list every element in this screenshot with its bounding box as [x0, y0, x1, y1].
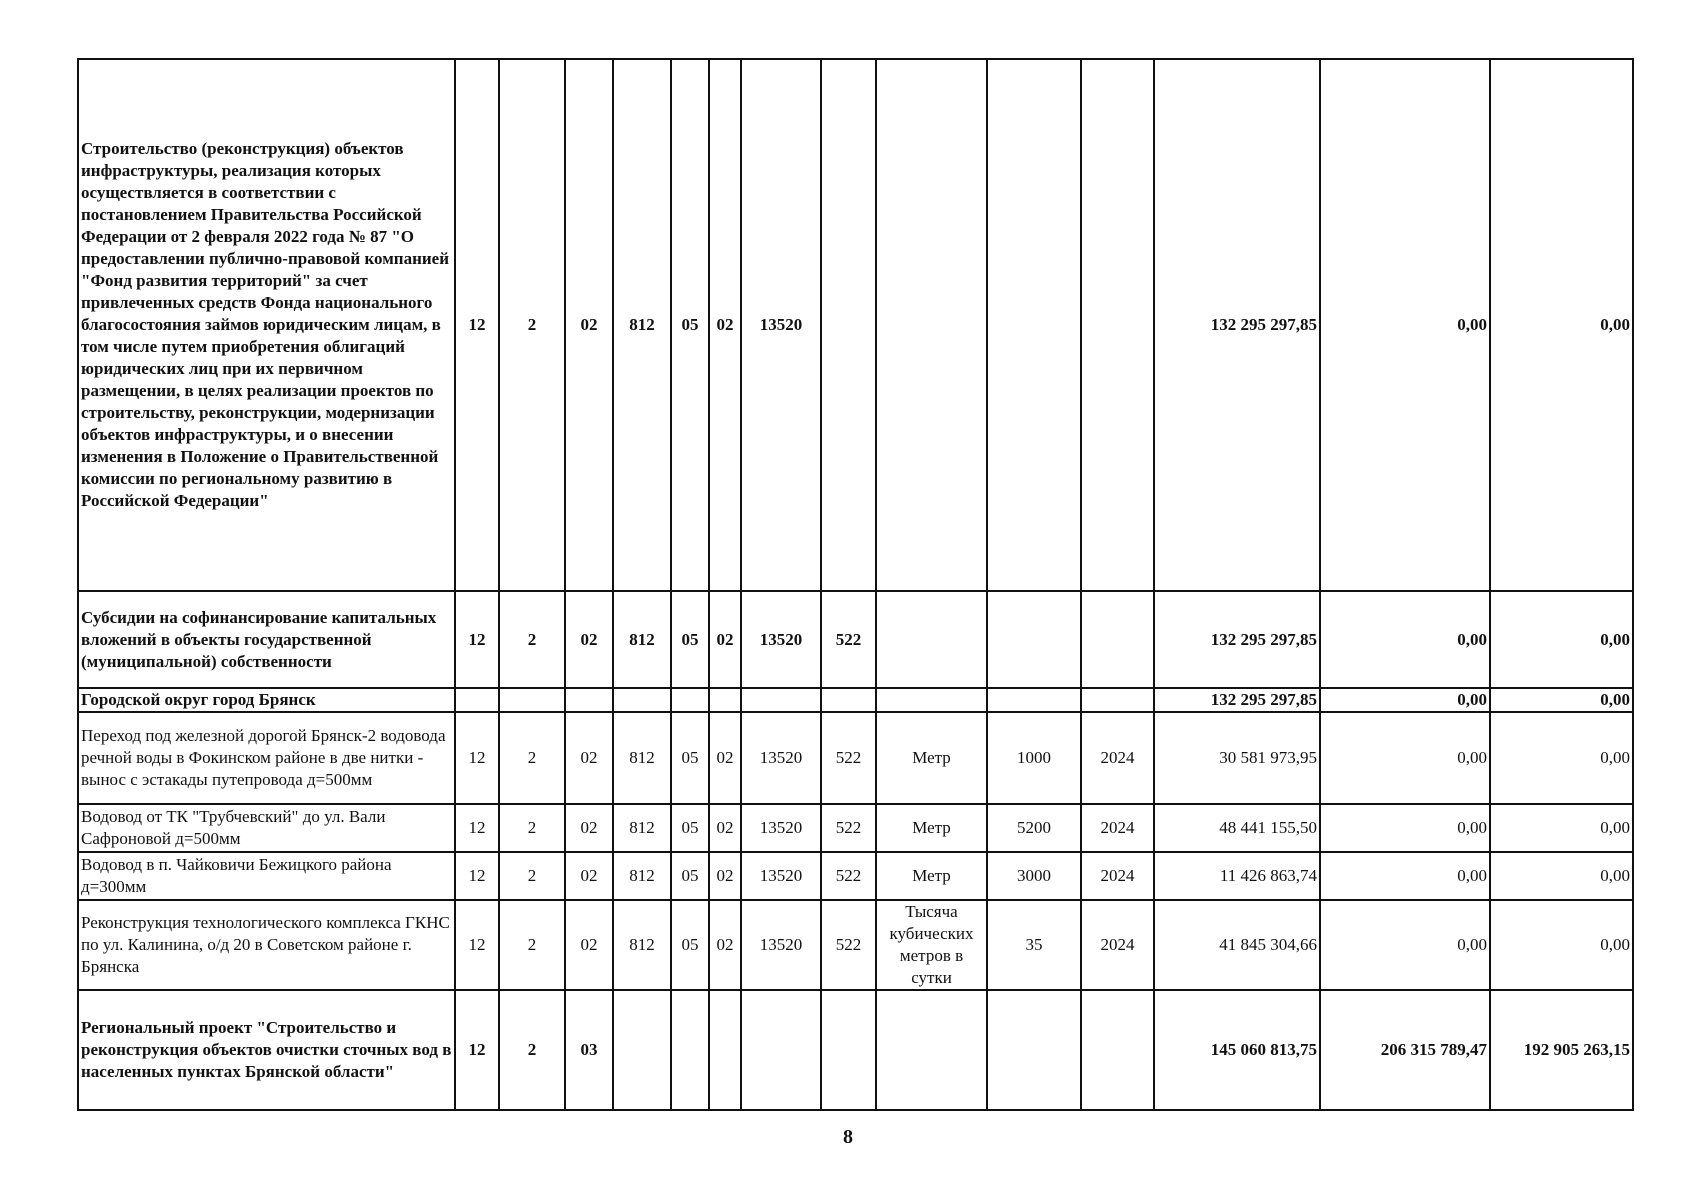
- amount-cell: 41 845 304,66: [1154, 900, 1320, 990]
- code-cell: 02: [565, 852, 613, 900]
- code-cell: 05: [671, 852, 709, 900]
- code-cell: [455, 688, 499, 712]
- amount-cell: 0,00: [1490, 59, 1633, 591]
- amount-cell: 0,00: [1320, 712, 1490, 804]
- code-cell: 05: [671, 900, 709, 990]
- page-number: 8: [843, 1126, 853, 1148]
- code-cell: 13520: [741, 59, 821, 591]
- code-cell: 812: [613, 900, 671, 990]
- code-cell: 02: [709, 59, 741, 591]
- code-cell: [709, 990, 741, 1110]
- code-cell: 522: [821, 900, 876, 990]
- unit-cell: Метр: [876, 852, 987, 900]
- code-cell: 12: [455, 852, 499, 900]
- table-row: [78, 688, 1633, 712]
- code-cell: 812: [613, 59, 671, 591]
- code-cell: 522: [821, 591, 876, 688]
- code-cell: 02: [565, 591, 613, 688]
- code-cell: 2: [499, 852, 565, 900]
- code-cell: 05: [671, 59, 709, 591]
- amount-cell: 0,00: [1320, 688, 1490, 712]
- amount-cell: 11 426 863,74: [1154, 852, 1320, 900]
- code-cell: 12: [455, 59, 499, 591]
- quantity-cell: [987, 990, 1081, 1110]
- row-name: Региональный проект "Строительство и реконструкция объектов очистки сточных вод в населенных пунктах Брянской области": [78, 990, 455, 1110]
- quantity-cell: 1000: [987, 712, 1081, 804]
- amount-cell: 0,00: [1320, 900, 1490, 990]
- quantity-cell: 35: [987, 900, 1081, 990]
- unit-cell: Метр: [876, 712, 987, 804]
- code-cell: [741, 990, 821, 1110]
- code-cell: 03: [565, 990, 613, 1110]
- code-cell: 2: [499, 591, 565, 688]
- quantity-cell: [987, 591, 1081, 688]
- unit-cell: [876, 591, 987, 688]
- amount-cell: 206 315 789,47: [1320, 990, 1490, 1110]
- table-row: [78, 712, 1633, 804]
- unit-cell: [876, 59, 987, 591]
- code-cell: [741, 688, 821, 712]
- year-cell: [1081, 59, 1154, 591]
- table-row: [78, 852, 1633, 900]
- year-cell: [1081, 990, 1154, 1110]
- code-cell: 02: [565, 900, 613, 990]
- table-row: [78, 59, 1633, 591]
- code-cell: [821, 688, 876, 712]
- code-cell: 522: [821, 712, 876, 804]
- year-cell: 2024: [1081, 852, 1154, 900]
- code-cell: 812: [613, 852, 671, 900]
- code-cell: [499, 688, 565, 712]
- year-cell: 2024: [1081, 900, 1154, 990]
- unit-cell: [876, 688, 987, 712]
- code-cell: 02: [565, 804, 613, 852]
- amount-cell: 192 905 263,15: [1490, 990, 1633, 1110]
- table-row: [78, 990, 1633, 1110]
- amount-cell: 0,00: [1490, 852, 1633, 900]
- code-cell: 05: [671, 591, 709, 688]
- amount-cell: 0,00: [1490, 712, 1633, 804]
- code-cell: 522: [821, 804, 876, 852]
- code-cell: [671, 990, 709, 1110]
- year-cell: [1081, 688, 1154, 712]
- amount-cell: 145 060 813,75: [1154, 990, 1320, 1110]
- quantity-cell: 3000: [987, 852, 1081, 900]
- code-cell: 05: [671, 712, 709, 804]
- row-name: Реконструкция технологического комплекса ГКНС по ул. Калинина, о/д 20 в Советском районе г. Брянска: [78, 900, 455, 990]
- row-name: Переход под железной дорогой Брянск-2 водовода речной воды в Фокинском районе в две нитки - вынос с эстакады путепровода д=500мм: [78, 712, 455, 804]
- unit-cell: [876, 990, 987, 1110]
- amount-cell: 0,00: [1320, 591, 1490, 688]
- table-row: [78, 591, 1633, 688]
- code-cell: 2: [499, 900, 565, 990]
- document-sheet: [77, 58, 1632, 1111]
- code-cell: [821, 990, 876, 1110]
- amount-cell: 48 441 155,50: [1154, 804, 1320, 852]
- code-cell: 13520: [741, 852, 821, 900]
- code-cell: [709, 688, 741, 712]
- table-row: [78, 804, 1633, 852]
- table-row: [78, 900, 1633, 990]
- code-cell: 13520: [741, 712, 821, 804]
- amount-cell: 0,00: [1490, 591, 1633, 688]
- code-cell: 02: [709, 852, 741, 900]
- amount-cell: 0,00: [1320, 59, 1490, 591]
- code-cell: 02: [709, 712, 741, 804]
- row-name: Городской округ город Брянск: [78, 688, 455, 712]
- quantity-cell: 5200: [987, 804, 1081, 852]
- code-cell: 13520: [741, 900, 821, 990]
- code-cell: 12: [455, 712, 499, 804]
- code-cell: 13520: [741, 591, 821, 688]
- row-name: Строительство (реконструкция) объектов инфраструктуры, реализация которых осуществляется в соответствии с постановлением Правительства Российской Федерации от 2 февраля 2022 года № 87 "О предоставлении публично-правовой компанией "Фонд развития территорий" за счет привлеченных средств Фонда национального благосостояния займов юридическим лицам, в том числе путем приобретения облигаций юридических лиц при их первичном размещении, в целях реализации проектов по строительству, реконструкции, модернизации объектов инфраструктуры, и о внесении изменения в Положение о Правительственной комиссии по региональному развитию в Российской Федерации": [78, 59, 455, 591]
- code-cell: 12: [455, 591, 499, 688]
- unit-cell: Тысяча кубических метров в сутки: [876, 900, 987, 990]
- code-cell: 812: [613, 591, 671, 688]
- year-cell: 2024: [1081, 712, 1154, 804]
- code-cell: 12: [455, 900, 499, 990]
- quantity-cell: [987, 59, 1081, 591]
- code-cell: 02: [565, 59, 613, 591]
- code-cell: 12: [455, 990, 499, 1110]
- code-cell: 2: [499, 712, 565, 804]
- row-name: Водовод в п. Чайковичи Бежицкого района д=300мм: [78, 852, 455, 900]
- amount-cell: 0,00: [1490, 688, 1633, 712]
- year-cell: [1081, 591, 1154, 688]
- unit-cell: Метр: [876, 804, 987, 852]
- code-cell: [613, 688, 671, 712]
- code-cell: 05: [671, 804, 709, 852]
- code-cell: 522: [821, 852, 876, 900]
- code-cell: [613, 990, 671, 1110]
- code-cell: [821, 59, 876, 591]
- code-cell: 812: [613, 804, 671, 852]
- code-cell: [565, 688, 613, 712]
- row-name: Субсидии на софинансирование капитальных вложений в объекты государственной (муниципальной) собственности: [78, 591, 455, 688]
- row-name: Водовод от ТК "Трубчевский" до ул. Вали Сафроновой д=500мм: [78, 804, 455, 852]
- amount-cell: 132 295 297,85: [1154, 591, 1320, 688]
- code-cell: 812: [613, 712, 671, 804]
- code-cell: [671, 688, 709, 712]
- amount-cell: 132 295 297,85: [1154, 59, 1320, 591]
- code-cell: 13520: [741, 804, 821, 852]
- code-cell: 02: [709, 804, 741, 852]
- budget-table: [77, 58, 1634, 1111]
- code-cell: 2: [499, 804, 565, 852]
- quantity-cell: [987, 688, 1081, 712]
- amount-cell: 0,00: [1320, 852, 1490, 900]
- year-cell: 2024: [1081, 804, 1154, 852]
- amount-cell: 0,00: [1490, 900, 1633, 990]
- code-cell: 2: [499, 990, 565, 1110]
- code-cell: 02: [709, 900, 741, 990]
- code-cell: 12: [455, 804, 499, 852]
- code-cell: 02: [565, 712, 613, 804]
- amount-cell: 30 581 973,95: [1154, 712, 1320, 804]
- amount-cell: 0,00: [1490, 804, 1633, 852]
- code-cell: 02: [709, 591, 741, 688]
- code-cell: 2: [499, 59, 565, 591]
- amount-cell: 132 295 297,85: [1154, 688, 1320, 712]
- amount-cell: 0,00: [1320, 804, 1490, 852]
